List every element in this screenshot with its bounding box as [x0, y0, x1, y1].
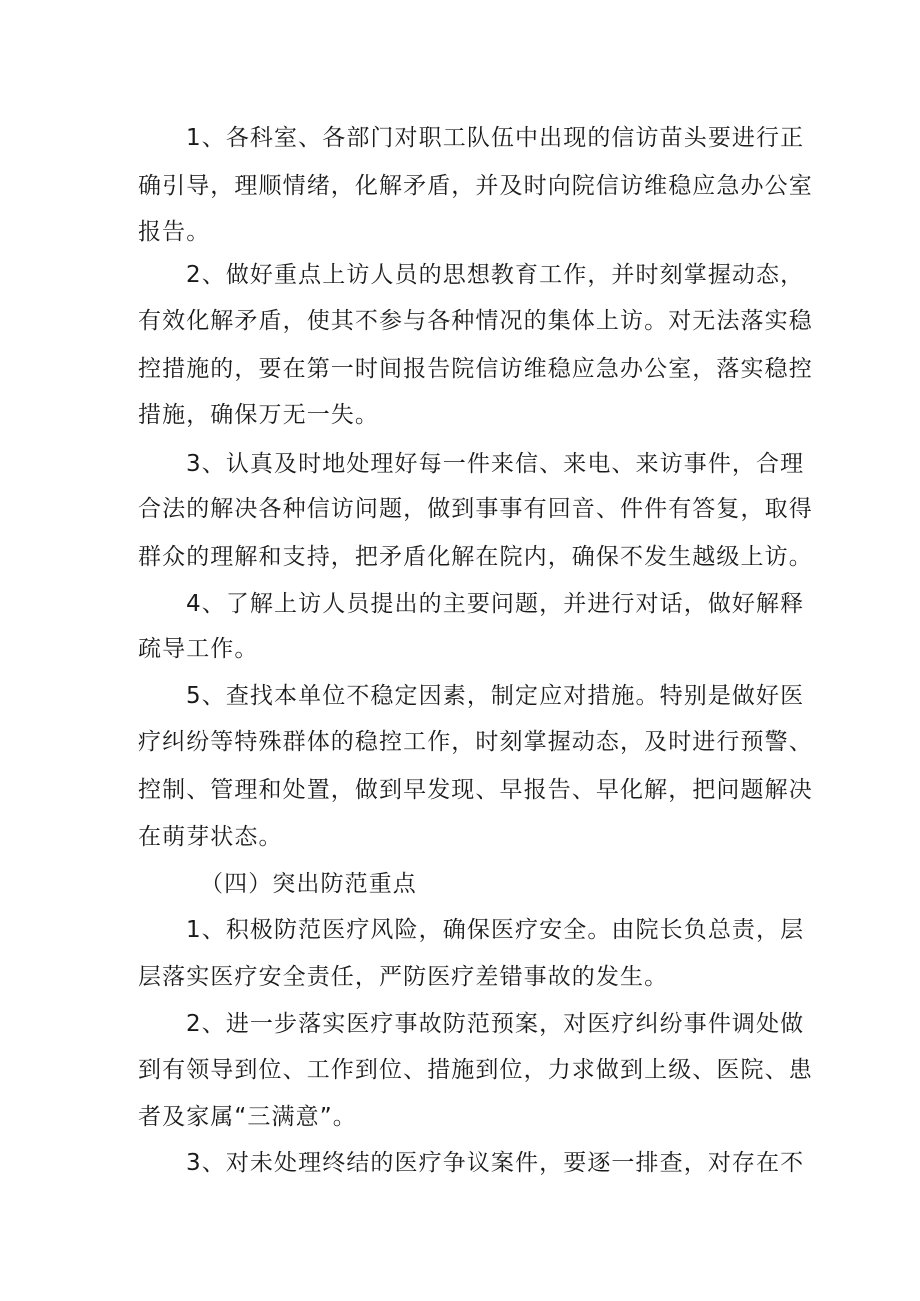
paragraph-7-line-2: 到有领导到位、工作到位、措施到位，力求做到上级、医院、患: [138, 1057, 813, 1083]
paragraph-2-line-2: 有效化解矛盾，使其不参与各种情况的集体上访。对无法落实稳: [138, 308, 813, 334]
paragraph-1-line-3: 报告。: [138, 219, 211, 245]
paragraph-6-line-2: 层落实医疗安全责任，严防医疗差错事故的发生。: [138, 964, 669, 990]
paragraph-4-line-2: 疏导工作。: [138, 636, 259, 662]
paragraph-3-line-2: 合法的解决各种信访问题，做到事事有回音、件件有答复，取得: [138, 496, 813, 522]
paragraph-4-line-1: 4、了解上访人员提出的主要问题，并进行对话，做好解释: [186, 591, 805, 617]
paragraph-6-line-1: 1、积极防范医疗风险，确保医疗安全。由院长负总责，层: [186, 917, 805, 943]
paragraph-2-line-1: 2、做好重点上访人员的思想教育工作，并时刻掌握动态，: [186, 262, 805, 288]
section-heading: （四）突出防范重点: [200, 871, 417, 897]
paragraph-2-line-4: 措施，确保万无一失。: [138, 402, 379, 428]
paragraph-5-line-1: 5、查找本单位不稳定因素，制定应对措施。特别是做好医: [186, 683, 805, 709]
paragraph-8-line-1: 3、对未处理终结的医疗争议案件，要逐一排查，对存在不: [186, 1150, 805, 1176]
paragraph-7-line-3: 者及家属“三满意”。: [138, 1104, 357, 1130]
paragraph-1-line-2: 确引导，理顺情绪，化解矛盾，并及时向院信访维稳应急办公室: [138, 173, 813, 199]
paragraph-7-line-1: 2、进一步落实医疗事故防范预案，对医疗纠纷事件调处做: [186, 1011, 805, 1037]
paragraph-3-line-1: 3、认真及时地处理好每一件来信、来电、来访事件，合理: [186, 451, 805, 477]
paragraph-1-line-1: 1、各科室、各部门对职工队伍中出现的信访苗头要进行正: [186, 125, 805, 151]
paragraph-5-line-3: 控制、管理和处置，做到早发现、早报告、早化解，把问题解决: [138, 777, 813, 803]
paragraph-2-line-3: 控措施的，要在第一时间报告院信访维稳应急办公室，落实稳控: [138, 356, 813, 382]
paragraph-3-line-3: 群众的理解和支持，把矛盾化解在院内，确保不发生越级上访。: [138, 544, 813, 570]
paragraph-5-line-4: 在萌芽状态。: [138, 824, 283, 850]
paragraph-5-line-2: 疗纠纷等特殊群体的稳控工作，时刻掌握动态，及时进行预警、: [138, 729, 813, 755]
